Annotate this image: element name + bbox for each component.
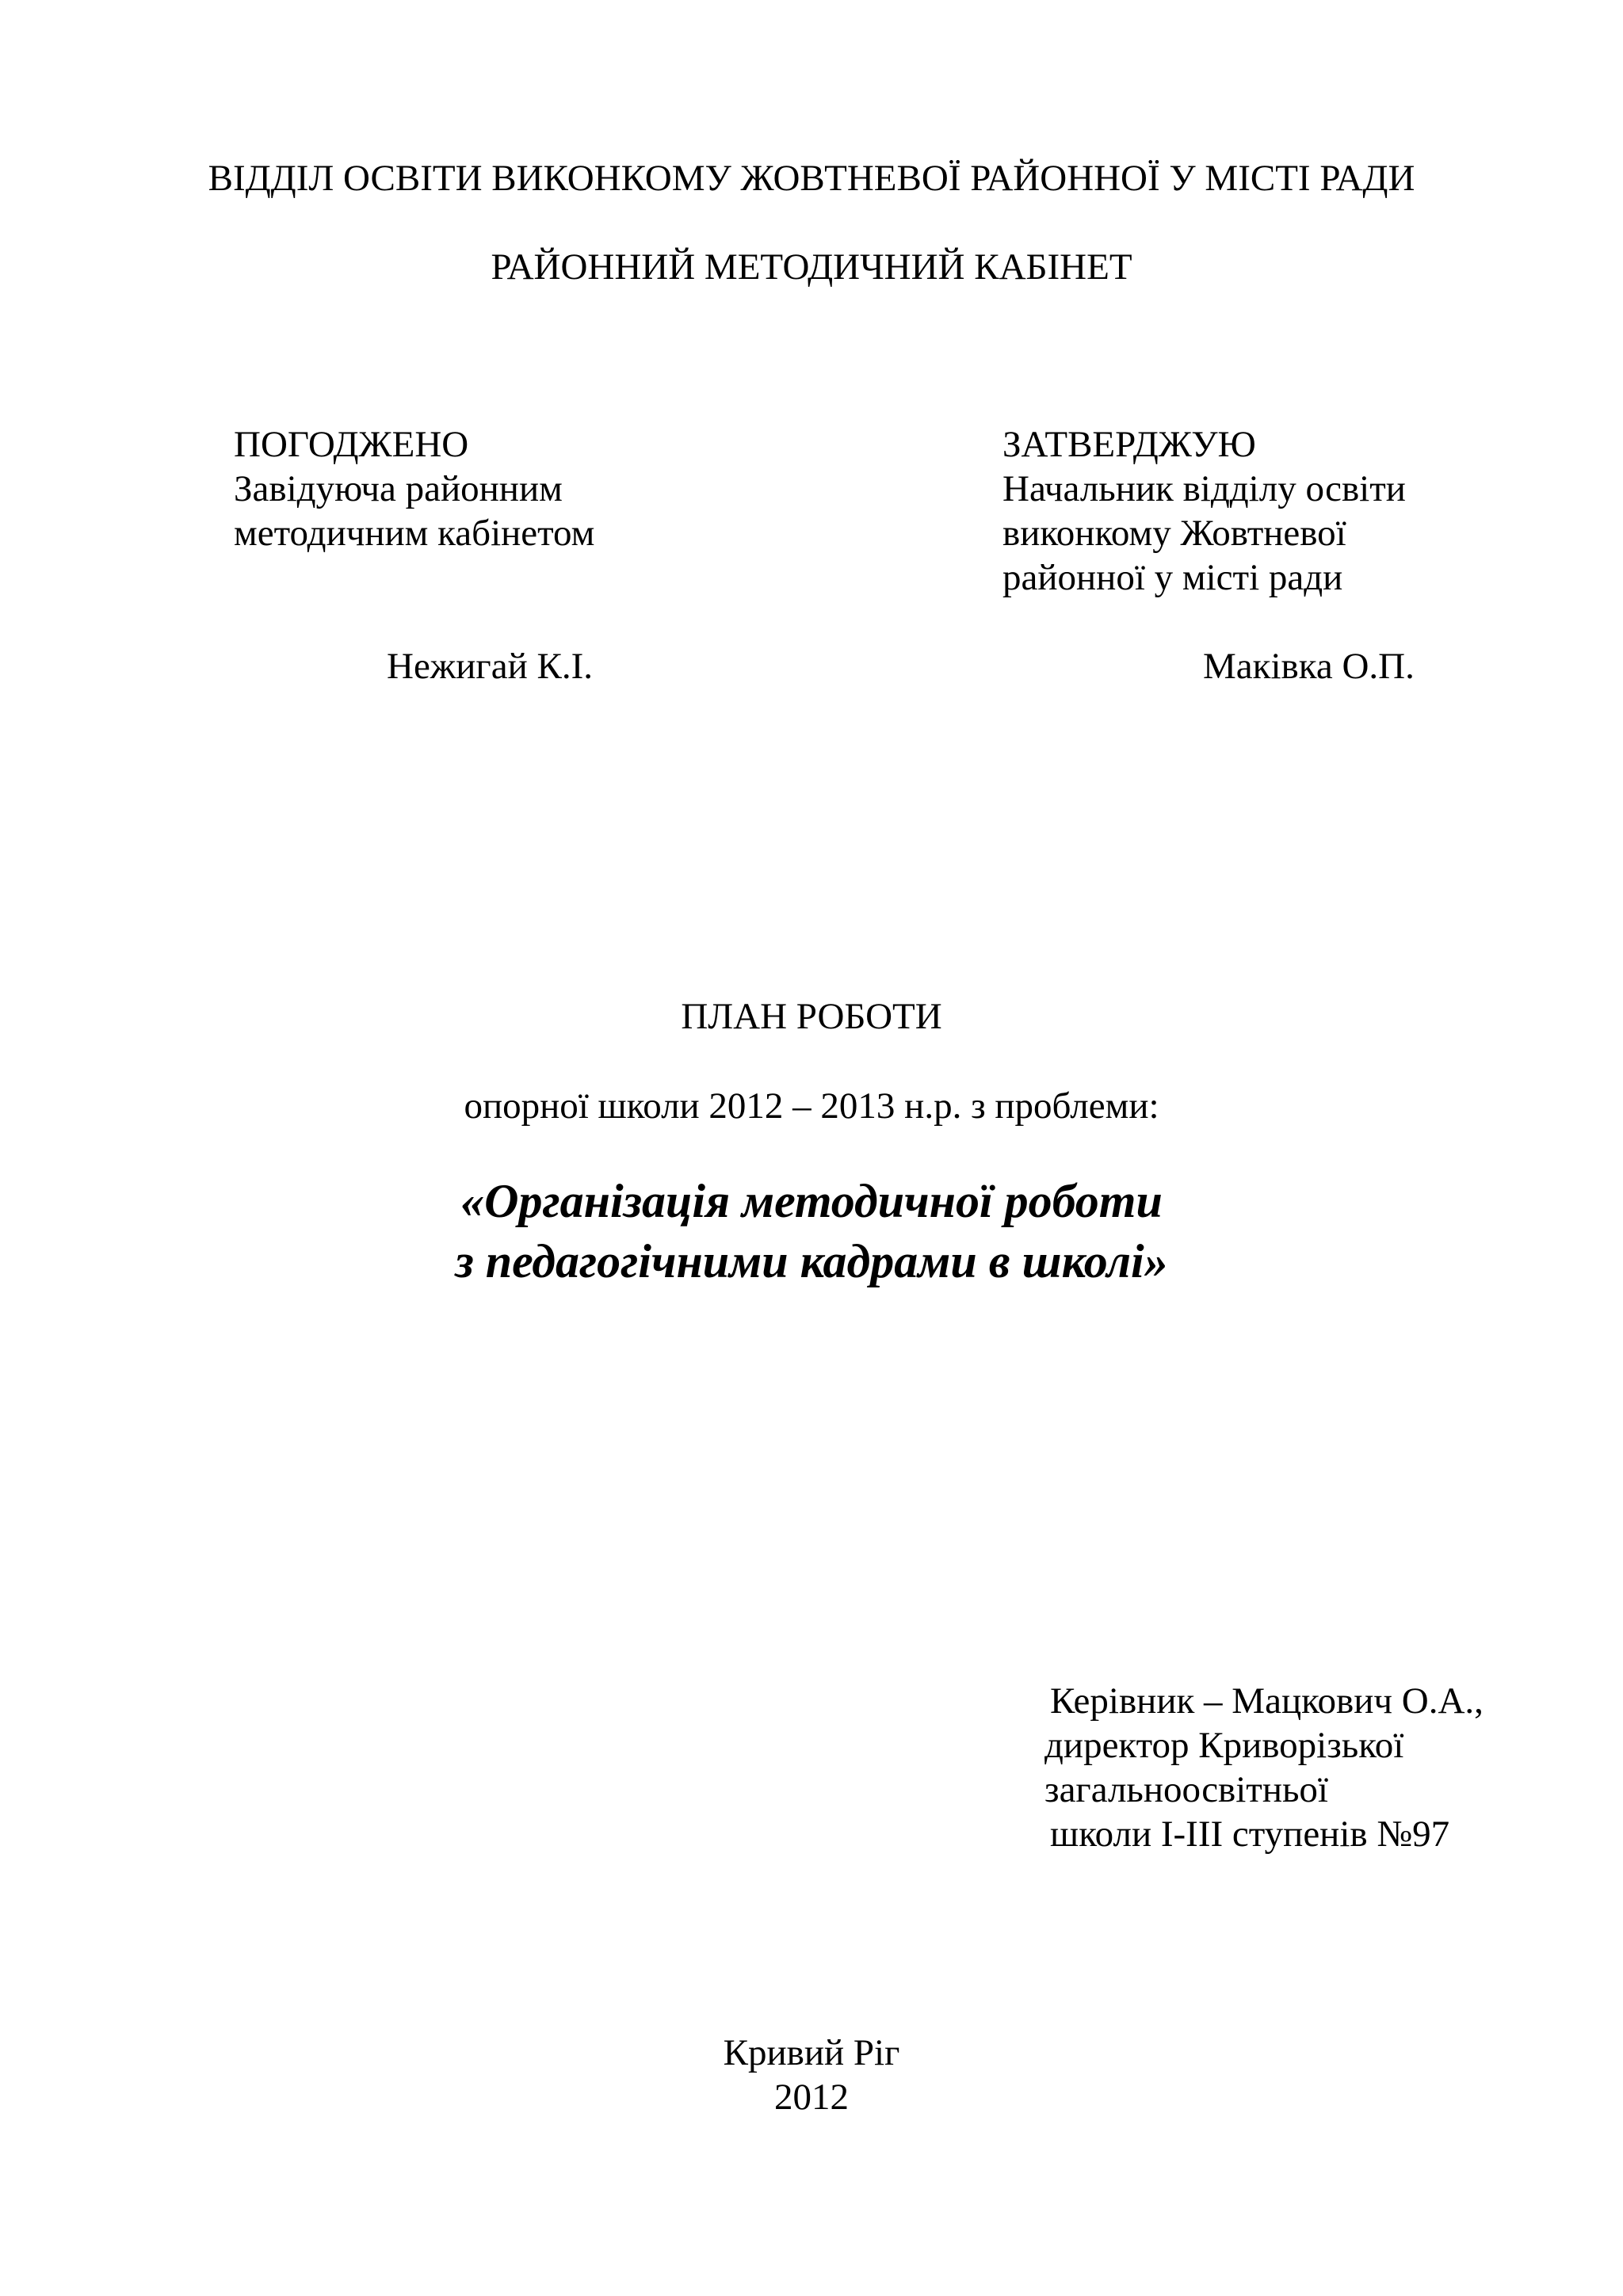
agreed-signatory-name: Нежигай К.І. xyxy=(387,646,593,687)
supervisor-line-2: директор Криворізької xyxy=(1044,1725,1404,1766)
plan-heading: ПЛАН РОБОТИ xyxy=(681,996,942,1037)
plan-title-line-2: з педагогічними кадрами в школі» xyxy=(455,1235,1168,1287)
approved-position-line-1: Начальник відділу освіти xyxy=(1002,468,1406,509)
cabinet-heading: РАЙОННИЙ МЕТОДИЧНИЙ КАБІНЕТ xyxy=(491,246,1132,288)
approved-signatory-name: Маківка О.П. xyxy=(1203,646,1415,687)
agreed-position-line-2: методичним кабінетом xyxy=(234,513,595,554)
plan-subheading: опорної школи 2012 – 2013 н.р. з проблеми: xyxy=(464,1085,1159,1127)
agreed-heading: ПОГОДЖЕНО xyxy=(234,424,469,465)
footer-city: Кривий Ріг xyxy=(723,2032,900,2073)
footer-year: 2012 xyxy=(774,2077,849,2118)
supervisor-line-3: загальноосвітньої xyxy=(1044,1769,1328,1810)
agreed-position-line-1: Завідуюча районним xyxy=(234,468,563,509)
approved-heading: ЗАТВЕРДЖУЮ xyxy=(1002,424,1256,465)
approved-position-line-2: виконкому Жовтневої xyxy=(1002,513,1346,554)
department-heading: ВІДДІЛ ОСВІТИ ВИКОНКОМУ ЖОВТНЕВОЇ РАЙОННОЇ У МІСТІ РАДИ xyxy=(208,158,1415,199)
plan-title-line-1: «Організація методичної роботи xyxy=(460,1175,1163,1227)
supervisor-line-4: школи І-ІІІ ступенів №97 xyxy=(1050,1814,1450,1855)
supervisor-line-1: Керівник – Мацкович О.А., xyxy=(1050,1680,1484,1722)
approved-position-line-3: районної у місті ради xyxy=(1002,557,1343,598)
